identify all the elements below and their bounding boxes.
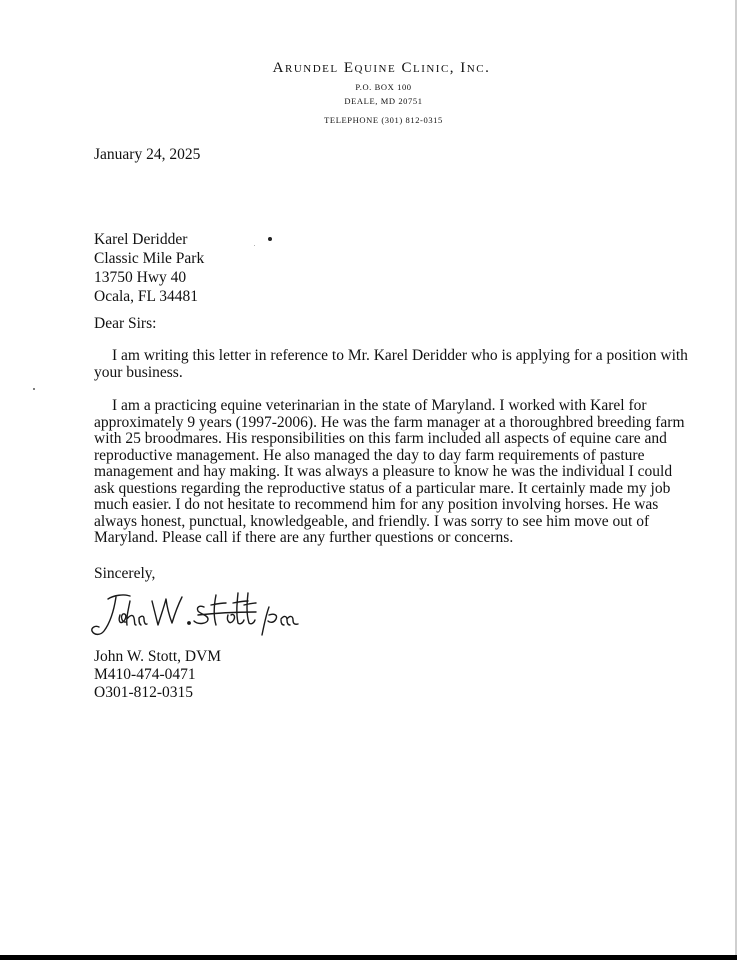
- letterhead-telephone: TELEPHONE (301) 812-0315: [324, 115, 443, 125]
- letterhead-clinic-name: Arundel Equine Clinic, Inc.: [272, 60, 491, 76]
- letterhead-city: DEALE, MD 20751: [344, 96, 423, 106]
- paragraph-line: I am a practicing equine veterinarian in the state of Maryland. I worked with Karel for: [112, 397, 647, 414]
- scan-speck: [33, 388, 35, 390]
- signer-mobile: M410-474-0471: [94, 666, 196, 683]
- paragraph-line: always honest, punctual, knowledgeable, and friendly. I was sorry to see him move out of: [94, 512, 650, 530]
- closing: Sincerely,: [94, 565, 156, 582]
- letter-date: January 24, 2025: [94, 146, 201, 163]
- paragraph-line: Maryland. Please call if there are any further questions or concerns.: [94, 529, 514, 546]
- recipient-company: Classic Mile Park: [94, 250, 205, 267]
- paragraph-2: [94, 397, 685, 547]
- recipient-street: 13750 Hwy 40: [94, 269, 187, 286]
- signer-office: O301-812-0315: [94, 684, 194, 701]
- scan-bottom-border: [0, 955, 737, 960]
- paragraph-line: ask questions regarding the reproductive status of a particular mare. It certainly made my job: [94, 479, 671, 497]
- recipient-address: [94, 230, 204, 306]
- handwritten-signature: [86, 585, 316, 645]
- scan-speck: [268, 237, 272, 241]
- paragraph-line: I am writing this letter in reference to Mr. Karel Deridder who is applying for a position with: [112, 347, 688, 364]
- recipient-name: Karel Deridder: [94, 231, 188, 248]
- paragraph-line: approximately 9 years (1997-2006). He was the farm manager at a thoroughbred breeding farm: [94, 413, 685, 431]
- signer-block: [94, 648, 221, 702]
- recipient-city: Ocala, FL 34481: [94, 288, 199, 305]
- salutation: Dear Sirs:: [94, 315, 157, 332]
- paragraph-1: [94, 347, 688, 381]
- paragraph-line: your business.: [94, 363, 183, 381]
- scan-speck: [254, 245, 255, 246]
- signer-name: John W. Stott, DVM: [94, 648, 222, 665]
- letterhead-po-box: P.O. BOX 100: [355, 82, 412, 92]
- paragraph-line: reproductive management. He also managed the day to day farm requirements of pasture: [94, 446, 645, 464]
- paragraph-line: much easier. I do not hesitate to recommend him for any position involving horses. He was: [94, 496, 659, 513]
- paragraph-line: management and hay making. It was always a pleasure to know he was the individual I could: [94, 463, 673, 480]
- paragraph-line: with 25 broodmares. His responsibilities on this farm included all aspects of equine care and: [94, 430, 667, 447]
